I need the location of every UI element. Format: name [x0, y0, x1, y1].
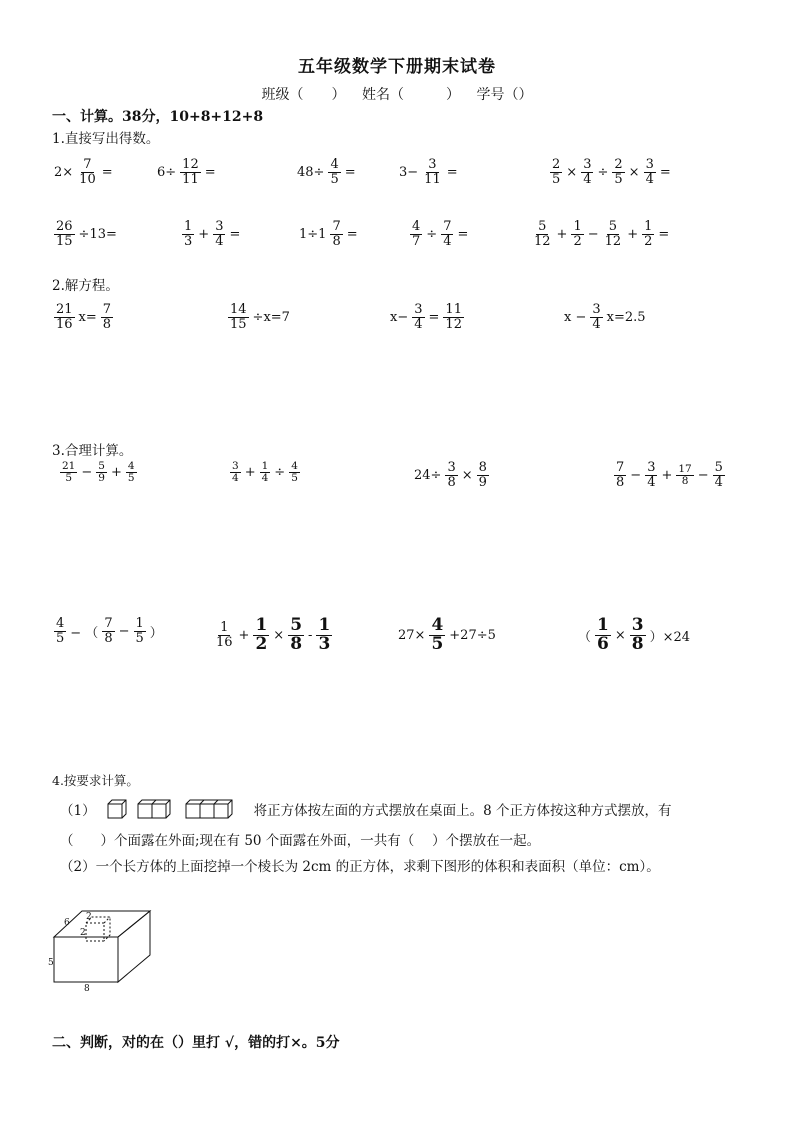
- problem-p3e: [52, 617, 165, 645]
- fraction: [253, 617, 269, 654]
- denominator: 5: [431, 633, 444, 654]
- fraction: [429, 617, 445, 654]
- expr-text: =: [204, 164, 216, 180]
- fraction: [96, 461, 107, 484]
- problem-p1d: [397, 158, 460, 186]
- denominator: 5: [614, 171, 623, 187]
- fraction: [713, 461, 725, 489]
- fraction: [614, 461, 626, 489]
- numerator: 4: [431, 615, 444, 635]
- expr-text: =: [428, 309, 440, 325]
- part4-q2-text: （2）一个长方体的上面挖掉一个棱长为 2cm 的正方体，求剩下图形的体积和表面积（单位：cm）。: [60, 859, 660, 875]
- fraction: [410, 220, 422, 248]
- numerator: 3: [592, 302, 601, 317]
- denominator: 4: [647, 474, 656, 490]
- expr-text: 2×: [54, 164, 74, 180]
- fraction: [550, 158, 562, 186]
- fraction: [445, 461, 457, 489]
- numerator: 5: [290, 615, 303, 635]
- denominator: 4: [414, 316, 423, 332]
- denominator: 4: [215, 233, 224, 249]
- denominator: 5: [127, 472, 135, 485]
- fraction: [54, 303, 75, 331]
- expr-text: 3−: [399, 164, 419, 180]
- part2-heading: 2.解方程。: [52, 278, 119, 294]
- numerator: 7: [332, 219, 341, 234]
- denominator: 11: [424, 171, 441, 187]
- expr-text: −: [81, 465, 93, 481]
- expr-text: =: [658, 226, 670, 242]
- expr-text: ÷: [274, 465, 286, 481]
- denominator: 4: [261, 472, 269, 485]
- denominator: 8: [447, 474, 456, 490]
- numerator: 3: [232, 460, 239, 472]
- label-height: 5: [48, 958, 54, 968]
- fraction: [214, 621, 235, 649]
- fraction: [642, 220, 654, 248]
- numerator: 2: [552, 157, 561, 172]
- fraction: [590, 303, 602, 331]
- numerator: 3: [428, 157, 437, 172]
- problem-p3g: [396, 617, 498, 654]
- expr-text: 24÷: [414, 467, 442, 483]
- expr-text: ÷x=7: [252, 309, 290, 325]
- denominator: 15: [56, 233, 73, 249]
- denominator: 4: [645, 171, 654, 187]
- expr-text: =: [344, 164, 356, 180]
- numerator: 1: [597, 615, 609, 635]
- fraction: [54, 617, 66, 645]
- fraction: [230, 461, 241, 484]
- fraction: [102, 617, 114, 645]
- problem-p1i: [408, 220, 470, 248]
- expr-text: +: [556, 226, 568, 242]
- expr-text: =: [446, 164, 458, 180]
- numerator: 3: [631, 615, 644, 635]
- numerator: 5: [98, 460, 105, 472]
- numerator: 7: [616, 460, 625, 475]
- fraction: [595, 617, 611, 654]
- denominator: 12: [604, 233, 622, 249]
- section2-heading: 二、判断，对的在（）里打 √，错的打×。5分: [52, 1035, 340, 1051]
- denominator: 8: [616, 474, 625, 490]
- denominator: 16: [56, 316, 73, 332]
- numerator: 3: [647, 460, 656, 475]
- expr-text: x −: [564, 309, 587, 325]
- denominator: 2: [644, 233, 653, 249]
- denominator: 4: [232, 472, 239, 485]
- numerator: 7: [443, 219, 452, 234]
- expr-text: ×: [566, 164, 578, 180]
- denominator: 10: [79, 171, 96, 187]
- numerator: 21: [62, 460, 76, 472]
- numerator: 7: [83, 157, 92, 172]
- denominator: 3: [318, 633, 331, 654]
- expr-text: +: [661, 467, 673, 483]
- expr-text: ÷: [597, 164, 609, 180]
- fraction: [581, 158, 593, 186]
- denominator: 4: [592, 316, 601, 332]
- problem-p2b: [226, 303, 292, 331]
- numerator: 2: [614, 157, 623, 172]
- problem-p1h: [297, 220, 360, 248]
- denominator: 8: [104, 630, 113, 646]
- denominator: 5: [56, 630, 65, 646]
- numerator: 3: [414, 302, 423, 317]
- fraction: [443, 303, 464, 331]
- expr-text: +27÷5: [449, 627, 496, 643]
- expr-text: =: [346, 226, 358, 242]
- denominator: 12: [445, 316, 462, 332]
- fraction: [213, 220, 225, 248]
- fraction: [60, 461, 77, 484]
- problem-p2a: [52, 303, 115, 331]
- problem-p2c: [388, 303, 466, 331]
- expr-text: +: [110, 465, 122, 481]
- expr-text: ×: [614, 627, 626, 643]
- denominator: 6: [597, 633, 609, 654]
- numerator: 3: [645, 157, 654, 172]
- part1-heading: 1.直接写出得数。: [52, 131, 160, 147]
- fraction: [676, 464, 693, 487]
- numerator: 14: [230, 302, 247, 317]
- expr-text: =: [229, 226, 241, 242]
- denominator: 5: [552, 171, 561, 187]
- numerator: 8: [478, 460, 487, 475]
- numerator: 4: [56, 616, 65, 631]
- denominator: 8: [102, 316, 112, 332]
- expr-text: ×: [273, 627, 285, 643]
- fraction: [289, 461, 300, 484]
- fraction: [180, 158, 201, 186]
- numerator: 11: [445, 302, 462, 317]
- denominator: 9: [478, 474, 487, 490]
- student-number-field: 学号（）: [476, 87, 533, 103]
- problem-p2d: [562, 303, 648, 331]
- label-cube-h: 2: [80, 928, 86, 938]
- denominator: 8: [681, 474, 689, 487]
- q1-text: 将正方体按左面的方式摆放在桌面上。8 个正方体按这种方式摆放，有: [253, 803, 672, 819]
- problem-p3h: [576, 617, 692, 654]
- cube-1: [108, 804, 122, 818]
- denominator: 9: [98, 472, 105, 485]
- expr-text: −: [118, 623, 130, 639]
- q1-label: （1）: [60, 803, 96, 819]
- box-front-face: [54, 937, 118, 982]
- denominator: 4: [714, 474, 723, 490]
- numerator: 3: [215, 219, 224, 234]
- expr-text: =: [659, 164, 671, 180]
- expr-text: ）×24: [649, 629, 691, 645]
- expr-text: x=2.5: [606, 309, 646, 325]
- denominator: 7: [412, 233, 421, 249]
- expr-text: +: [244, 465, 256, 481]
- numerator: 4: [412, 219, 421, 234]
- fraction: [644, 158, 656, 186]
- numerator: 1: [255, 615, 268, 635]
- expr-text: −: [630, 467, 642, 483]
- expr-text: ×: [461, 467, 473, 483]
- fraction: [412, 303, 424, 331]
- denominator: 16: [216, 634, 233, 650]
- problem-p3a: [58, 461, 139, 484]
- expr-text: 48÷: [297, 164, 325, 180]
- expr-text: ×: [628, 164, 640, 180]
- numerator: 7: [102, 302, 112, 317]
- cube-3: [186, 804, 228, 818]
- fraction: [260, 461, 271, 484]
- fraction: [441, 220, 453, 248]
- fraction: [477, 461, 489, 489]
- denominator: 5: [291, 472, 298, 485]
- cube-arrangement-figure: [106, 798, 246, 820]
- problem-p3b: [228, 461, 302, 484]
- denominator: 11: [182, 171, 199, 187]
- box-with-hole-figure: [46, 905, 158, 995]
- denominator: 12: [534, 233, 551, 249]
- section1-heading: 一、计算。38分，10+8+12+8: [52, 109, 264, 125]
- numerator: 21: [56, 302, 73, 317]
- problem-p1a: [52, 158, 115, 186]
- label-cube-w: 2: [86, 912, 92, 922]
- expr-text: 6÷: [157, 164, 177, 180]
- denominator: 15: [230, 316, 247, 332]
- denominator: 5: [135, 630, 144, 646]
- fraction: [422, 158, 443, 186]
- fraction: [288, 617, 304, 654]
- problem-p3d: [612, 461, 727, 489]
- expr-text: +: [627, 226, 639, 242]
- expr-text: −: [697, 467, 709, 483]
- expr-text: -: [308, 627, 313, 643]
- problem-p1b: [155, 158, 218, 186]
- numerator: 7: [104, 616, 113, 631]
- part4-q1-line1: [60, 798, 671, 820]
- name-field: 姓名（ ）: [362, 87, 460, 103]
- fraction: [54, 220, 75, 248]
- numerator: 5: [714, 460, 723, 475]
- denominator: 8: [290, 633, 303, 654]
- expr-text: ÷13=: [78, 226, 117, 242]
- denominator: 2: [255, 633, 268, 654]
- fraction: [532, 220, 553, 248]
- problem-p3f: [212, 617, 334, 654]
- student-info: [0, 84, 794, 104]
- numerator: 1: [318, 615, 331, 635]
- numerator: 17: [678, 462, 692, 475]
- part3-heading: 3.合理计算。: [52, 443, 133, 459]
- expr-text: x−: [390, 309, 409, 325]
- page-title: 五年级数学下册期末试卷: [298, 57, 496, 77]
- numerator: 1: [220, 620, 229, 636]
- fraction: [134, 617, 146, 645]
- label-length: 8: [84, 984, 90, 994]
- fraction: [101, 303, 113, 331]
- denominator: 2: [573, 233, 582, 249]
- numerator: 1: [261, 460, 269, 472]
- numerator: 1: [184, 219, 193, 234]
- fraction: [571, 220, 583, 248]
- expr-text: ÷: [426, 226, 438, 242]
- expr-text: 1÷1: [299, 226, 327, 242]
- fraction: [77, 158, 98, 186]
- expr-text: =: [457, 226, 469, 242]
- label-depth: 6: [64, 918, 70, 928]
- problem-p1e: [548, 158, 673, 186]
- numerator: 5: [608, 219, 618, 234]
- numerator: 4: [330, 157, 339, 172]
- fraction: [182, 220, 194, 248]
- denominator: 5: [65, 472, 73, 485]
- part4-q1-line2: （ ）个面露在外面;现在有 50 个面露在外面，一共有（ ）个摆放在一起。: [60, 833, 541, 849]
- problem-p1f: [52, 220, 119, 248]
- denominator: 4: [583, 171, 592, 187]
- problem-p1c: [295, 158, 358, 186]
- expr-text: −: [587, 226, 599, 242]
- fraction: [603, 220, 624, 248]
- denominator: 3: [184, 233, 193, 249]
- numerator: 1: [573, 219, 582, 234]
- fraction: [630, 617, 646, 654]
- expr-text: ）: [149, 625, 163, 641]
- problem-p3c: [412, 461, 491, 489]
- expr-text: 27×: [398, 627, 426, 643]
- expr-text: =: [101, 164, 113, 180]
- hole-cube-front: [86, 923, 104, 941]
- part4-heading: 4.按要求计算。: [52, 773, 139, 788]
- denominator: 5: [330, 171, 339, 187]
- numerator: 1: [135, 616, 144, 631]
- numerator: 4: [291, 460, 298, 472]
- expr-text: +: [198, 226, 210, 242]
- numerator: 3: [583, 157, 592, 172]
- fraction: [645, 461, 657, 489]
- expr-text: （: [578, 629, 592, 645]
- fraction: [228, 303, 249, 331]
- fraction: [126, 461, 137, 484]
- denominator: 8: [332, 233, 341, 249]
- expr-text: − （: [70, 625, 99, 641]
- fraction: [328, 158, 340, 186]
- problem-p1g: [180, 220, 242, 248]
- numerator: 1: [644, 219, 653, 234]
- expr-text: +: [238, 627, 250, 643]
- denominator: 8: [631, 633, 644, 654]
- numerator: 5: [538, 219, 547, 234]
- denominator: 4: [443, 233, 452, 249]
- numerator: 26: [56, 219, 73, 234]
- box-side-face: [118, 911, 150, 982]
- class-field: 班级（ ）: [261, 87, 346, 103]
- numerator: 3: [447, 460, 456, 475]
- problem-p1j: [530, 220, 671, 248]
- fraction: [330, 220, 342, 248]
- expr-text: x=: [78, 309, 97, 325]
- numerator: 4: [127, 460, 135, 472]
- fraction: [316, 617, 332, 654]
- numerator: 12: [182, 157, 199, 172]
- fraction: [612, 158, 624, 186]
